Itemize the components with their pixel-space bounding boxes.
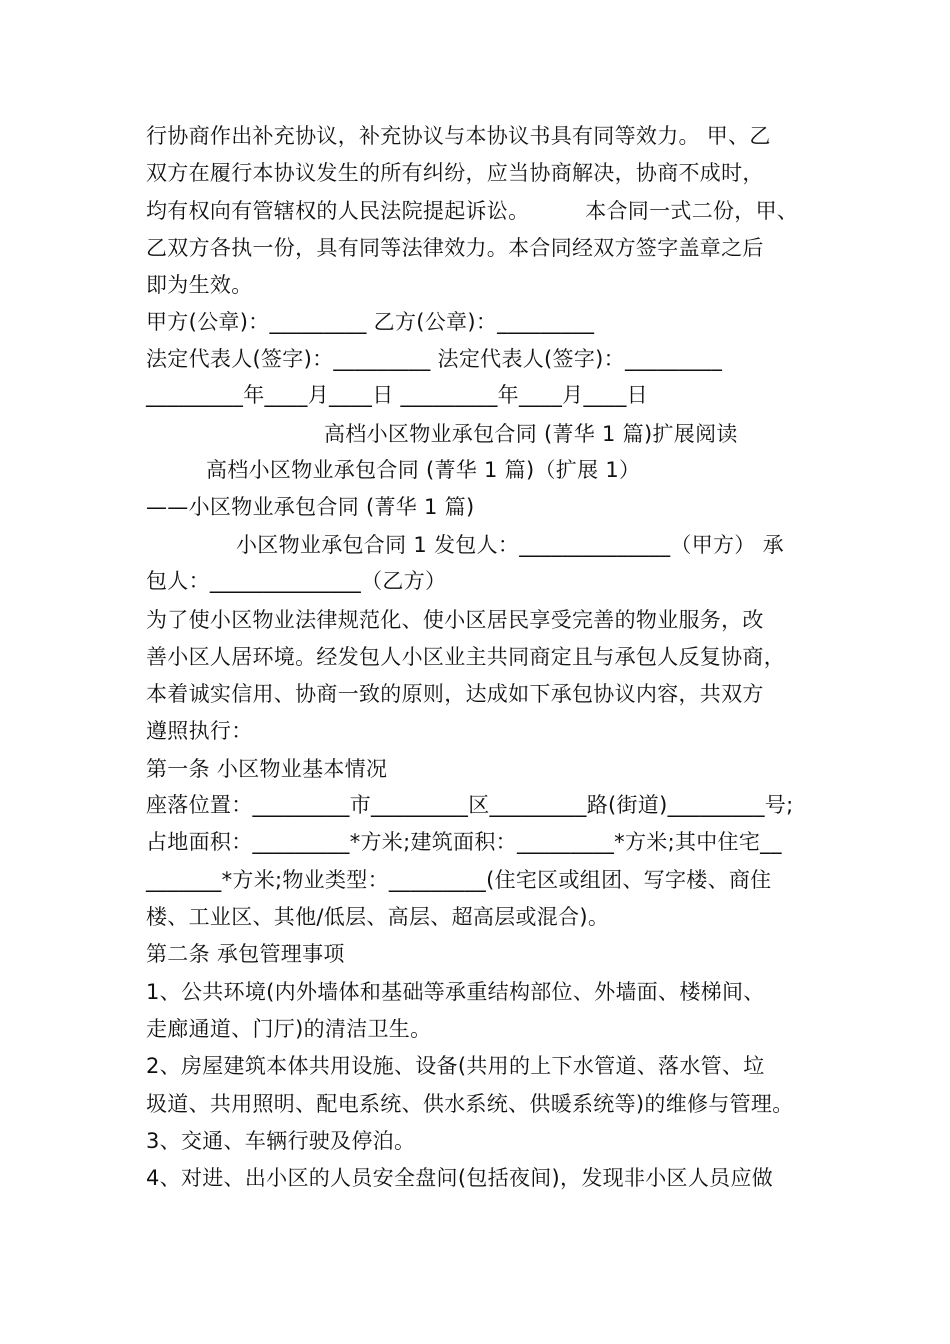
paragraph-line: 遵照执行：	[146, 719, 253, 743]
list-item: 4、对进、出小区的人员安全盘问(包括夜间)，发现非小区人员应做	[146, 1166, 774, 1190]
paragraph-line: 双方在履行本协议发生的所有纠纷，应当协商解决，协商不成时，	[146, 161, 764, 185]
paragraph-line: 即为生效。	[146, 273, 253, 297]
paragraph-line: 占地面积：_________*方米;建筑面积：_________*方米;其中住宅__	[146, 830, 782, 854]
signature-line: 法定代表人(签字)：_________ 法定代表人(签字)：_________	[146, 347, 723, 371]
paragraph-line: 包人：______________（乙方）	[146, 569, 447, 593]
paragraph-line: 乙双方各执一份，具有同等法律效力。本合同经双方签字盖章之后	[146, 236, 764, 260]
paragraph-line: 善小区人居环境。经发包人小区业主共同商定且与承包人反复协商，	[146, 645, 785, 669]
paragraph-line: 小区物业承包合同 1 发包人：______________（甲方） 承	[236, 533, 784, 557]
section-title: 高档小区物业承包合同 (菁华 1 篇)扩展阅读	[324, 422, 738, 446]
paragraph-line: _______*方米;物业类型：_________(住宅区或组团、写字楼、商住	[146, 868, 772, 892]
list-item: 1、公共环境(内外墙体和基础等承重结构部位、外墙面、楼梯间、	[146, 980, 765, 1004]
list-item: 走廊通道、门厅)的清洁卫生。	[146, 1017, 432, 1041]
paragraph-line: 行协商作出补充协议，补充协议与本协议书具有同等效力。 甲、乙	[146, 124, 771, 148]
article-heading: 第二条 承包管理事项	[146, 942, 345, 966]
date-line: _________年____月____日 _________年____月____日	[146, 383, 648, 407]
paragraph-line: 均有权向有管辖权的人民法院提起诉讼。 本合同一式二份，甲、	[146, 199, 799, 223]
paragraph-line: 本着诚实信用、协商一致的原则，达成如下承包协议内容，共双方	[146, 682, 764, 706]
list-item: 3、交通、车辆行驶及停泊。	[146, 1129, 416, 1153]
signature-line: 甲方(公章)：_________ 乙方(公章)：_________	[146, 310, 595, 334]
contract-title: ——小区物业承包合同 (菁华 1 篇)	[146, 495, 475, 519]
paragraph-line: 座落位置：_________市_________区_________路(街道)_________号;	[146, 793, 794, 817]
section-subtitle: 高档小区物业承包合同 (菁华 1 篇)（扩展 1）	[206, 458, 641, 482]
paragraph-line: 为了使小区物业法律规范化、使小区居民享受完善的物业服务，改	[146, 608, 764, 632]
article-heading: 第一条 小区物业基本情况	[146, 757, 388, 781]
list-item: 2、房屋建筑本体共用设施、设备(共用的上下水管道、落水管、垃	[146, 1054, 765, 1078]
list-item: 圾道、共用照明、配电系统、供水系统、供暖系统等)的维修与管理。	[146, 1092, 794, 1116]
paragraph-line: 楼、工业区、其他/低层、高层、超高层或混合)。	[146, 905, 610, 929]
